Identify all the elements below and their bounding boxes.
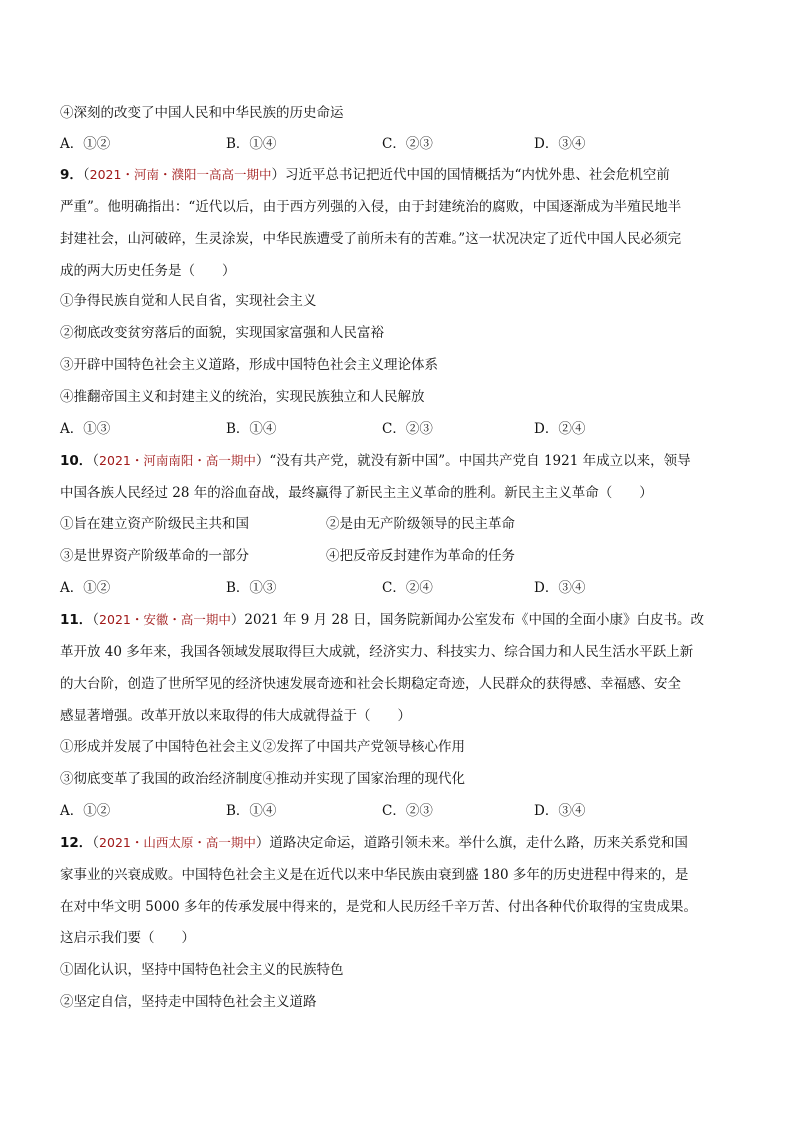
q12-stem-line1: 12．（2021・山西太原・高一期中）道路决定命运，道路引领未来。举什么旗，走什么路，历来关系党和国 <box>60 835 688 851</box>
q12-number: 12． <box>60 835 93 851</box>
q9-option-d: D．②④ <box>534 421 586 437</box>
q8-option-a: A．①② <box>60 136 111 152</box>
q10-option-a: A．①② <box>60 580 111 596</box>
q8-item-4: ④深刻的改变了中国人民和中华民族的历史命运 <box>60 105 344 121</box>
q9-item-3: ③开辟中国特色社会主义道路，形成中国特色社会主义理论体系 <box>60 357 438 373</box>
q10-item-1: ①旨在建立资产阶级民主共和国 <box>60 516 249 532</box>
q9-option-c: C．②③ <box>382 421 433 437</box>
q9-stem-line1: 9．（2021・河南・濮阳一高高一期中）习近平总书记把近代中国的国情概括为“内忧外患、社会危机空前 <box>60 167 670 183</box>
q12-item-2: ②坚定自信，坚持走中国特色社会主义道路 <box>60 994 317 1010</box>
q9-stem-line2: 严重”。他明确指出：“近代以后，由于西方列强的入侵，由于封建统治的腐败，中国逐渐成为半殖民地半 <box>60 199 682 215</box>
q12-stem-line3: 在对中华文明 5000 多年的传承发展中得来的，是党和人民历经千辛万苦、付出各种代价取得的宝贵成果。 <box>60 899 697 915</box>
q11-stem-line1: 11．（2021・安徽・高一期中）2021 年 9 月 28 日，国务院新闻办公室发布《中国的全面小康》白皮书。改 <box>60 612 704 628</box>
q9-item-4: ④推翻帝国主义和封建主义的统治，实现民族独立和人民解放 <box>60 389 425 405</box>
q9-option-a: A．①③ <box>60 421 111 437</box>
q10-option-c: C．②④ <box>382 580 433 596</box>
q11-number: 11． <box>60 612 93 628</box>
q9-number: 9． <box>60 167 83 183</box>
q9-options <box>60 419 736 439</box>
q11-stem-line4: 感显著增强。改革开放以来取得的伟大成就得益于（ ） <box>60 708 411 724</box>
q10-number: 10． <box>60 453 93 469</box>
q10-options <box>60 578 736 598</box>
q10-stem-line1: 10．（2021・河南南阳・高一期中）“没有共产党，就没有新中国”。中国共产党自 1921 年成立以来，领导 <box>60 453 691 469</box>
q11-stem-line3: 的大台阶，创造了世所罕见的经济快速发展奇迹和社会长期稳定奇迹，人民群众的获得感、幸福感、安全 <box>60 676 681 692</box>
q12-stem-line2: 家事业的兴衰成败。中国特色社会主义是在近代以来中华民族由衰到盛 180 多年的历史进程中得来的，是 <box>60 867 689 883</box>
q11-option-b: B．①④ <box>226 803 277 819</box>
q10-stem-line2: 中国各族人民经过 28 年的浴血奋战，最终赢得了新民主主义革命的胜利。新民主主义革命（ ） <box>60 485 653 501</box>
q9-item-2: ②彻底改变贫穷落后的面貌，实现国家富强和人民富裕 <box>60 325 384 341</box>
q11-items-row1: ①形成并发展了中国特色社会主义②发挥了中国共产党领导核心作用 <box>60 739 465 755</box>
q8-options <box>60 134 736 154</box>
q10-item-3: ③是世界资产阶级革命的一部分 <box>60 548 249 564</box>
q10-item-2: ②是由无产阶级领导的民主革命 <box>326 516 515 532</box>
q11-option-c: C．②③ <box>382 803 433 819</box>
q10-items-row2 <box>60 546 736 566</box>
q11-stem-line2: 革开放 40 多年来，我国各领域发展取得巨大成就，经济实力、科技实力、综合国力和人民生活水平跃上新 <box>60 644 694 660</box>
q10-option-b: B．①③ <box>226 580 277 596</box>
q11-options <box>60 801 736 821</box>
q12-source: 2021・山西太原・高一期中 <box>99 835 256 850</box>
q12-item-1: ①固化认识，坚持中国特色社会主义的民族特色 <box>60 962 344 978</box>
q11-option-d: D．③④ <box>534 803 586 819</box>
q9-option-b: B．①④ <box>226 421 277 437</box>
q12-stem-line4: 这启示我们要（ ） <box>60 930 195 946</box>
q8-option-d: D．③④ <box>534 136 586 152</box>
q10-item-4: ④把反帝反封建作为革命的任务 <box>326 548 515 564</box>
q11-source: 2021・安徽・高一期中 <box>99 612 231 627</box>
q10-items-row1 <box>60 514 736 534</box>
q9-item-1: ①争得民族自觉和人民自省，实现社会主义 <box>60 293 317 309</box>
q11-items-row2: ③彻底变革了我国的政治经济制度④推动并实现了国家治理的现代化 <box>60 771 465 787</box>
q8-option-c: C．②③ <box>382 136 433 152</box>
q10-option-d: D．③④ <box>534 580 586 596</box>
q9-source: 2021・河南・濮阳一高高一期中 <box>89 167 272 182</box>
q11-option-a: A．①② <box>60 803 111 819</box>
q9-stem-line3: 封建社会，山河破碎，生灵涂炭，中华民族遭受了前所未有的苦难。”这一状况决定了近代中国人民必须完 <box>60 231 682 247</box>
q9-stem-line4: 成的两大历史任务是（ ） <box>60 263 236 279</box>
q10-source: 2021・河南南阳・高一期中 <box>99 453 256 468</box>
q8-option-b: B．①④ <box>226 136 277 152</box>
